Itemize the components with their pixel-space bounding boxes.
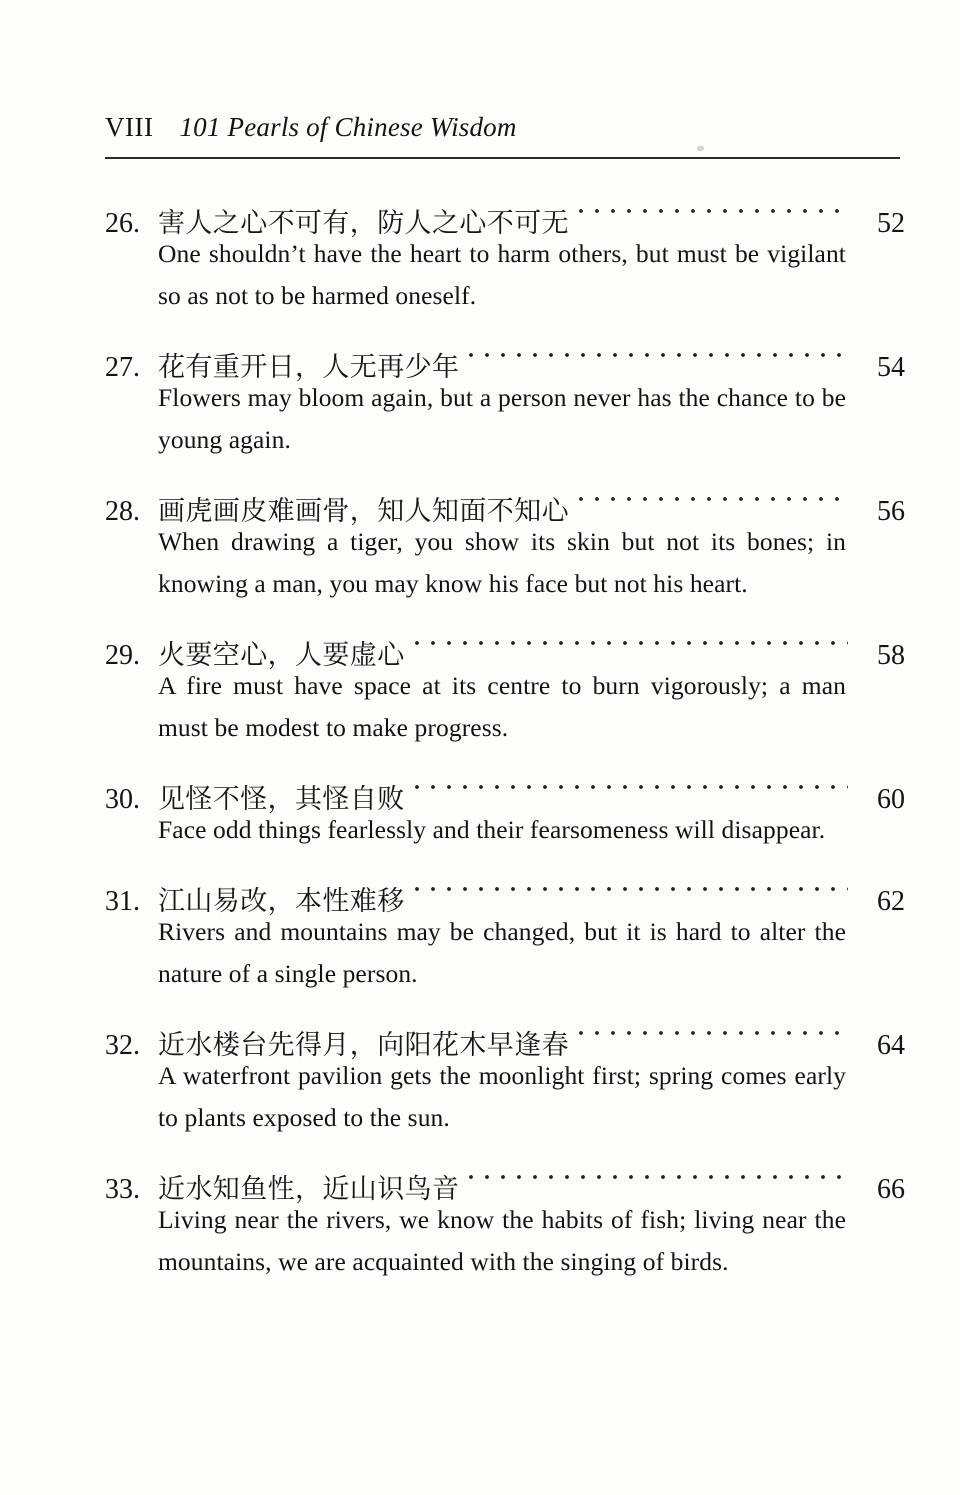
toc-entry: [105, 472, 905, 605]
leader-dots: [573, 1006, 848, 1054]
toc-entry-head: [105, 1006, 905, 1061]
entry-number: 26.: [105, 208, 140, 239]
page-folio: VIII: [105, 112, 154, 142]
toc-entry: [105, 616, 905, 749]
header-rule: [105, 157, 900, 159]
entry-page-number[interactable]: 56: [877, 496, 905, 527]
entry-english-translation: Flowers may bloom again, but a person never has the chance to be young again.: [158, 383, 846, 454]
entry-chinese-title: 近水楼台先得月，向阳花木早逢春: [158, 1030, 569, 1061]
entry-english-translation: Rivers and mountains may be changed, but it is hard to alter the nature of a single person.: [158, 917, 846, 988]
toc-entry-head: [105, 862, 905, 917]
entry-number: 27.: [105, 352, 140, 383]
leader-dots: [573, 184, 848, 232]
scan-artifact: [697, 146, 704, 151]
entry-english-translation: When drawing a tiger, you show its skin but not its bones; in knowing a man, you may know his face but not his heart.: [158, 527, 846, 598]
entry-number: 33.: [105, 1174, 140, 1205]
entry-page-number[interactable]: 58: [877, 640, 905, 671]
running-head: [105, 112, 900, 156]
leader-dots: [573, 472, 848, 520]
entry-page-number[interactable]: 64: [877, 1030, 905, 1061]
entry-english-translation: A fire must have space at its centre to burn vigorously; a man must be modest to make progress.: [158, 671, 846, 742]
entry-chinese-title: 近水知鱼性，近山识鸟音: [158, 1174, 460, 1205]
entry-number: 31.: [105, 886, 140, 917]
entry-chinese-title: 见怪不怪，其怪自败: [158, 784, 405, 815]
toc-entry-head: [105, 328, 905, 383]
entry-page-number[interactable]: 54: [877, 352, 905, 383]
toc-entry: [105, 760, 905, 851]
entry-chinese-title: 害人之心不可有，防人之心不可无: [158, 208, 569, 239]
toc-entry-head: [105, 760, 905, 815]
leader-dots: [463, 328, 848, 376]
leader-dots: [463, 1150, 848, 1198]
toc-entry-head: [105, 1150, 905, 1205]
entry-chinese-title: 画虎画皮难画骨，知人知面不知心: [158, 496, 569, 527]
entry-page-number[interactable]: 52: [877, 208, 905, 239]
entry-number: 30.: [105, 784, 140, 815]
toc-entry: [105, 862, 905, 995]
entry-chinese-title: 江山易改，本性难移: [158, 886, 405, 917]
entry-chinese-title: 花有重开日，人无再少年: [158, 352, 460, 383]
toc-entry: [105, 328, 905, 461]
entry-english-translation: Face odd things fearlessly and their fearsomeness will disappear.: [158, 815, 826, 844]
book-title: 101 Pearls of Chinese Wisdom: [179, 112, 517, 142]
entry-page-number[interactable]: 62: [877, 886, 905, 917]
leader-dots: [409, 616, 848, 664]
entry-number: 32.: [105, 1030, 140, 1061]
toc-entry: [105, 1150, 905, 1283]
table-of-contents: [105, 184, 905, 1294]
leader-dots: [409, 760, 848, 808]
entry-english-translation: A waterfront pavilion gets the moonlight first; spring comes early to plants exposed to the sun.: [158, 1061, 846, 1132]
toc-entry-head: [105, 184, 905, 239]
entry-number: 29.: [105, 640, 140, 671]
entry-number: 28.: [105, 496, 140, 527]
entry-english-translation: Living near the rivers, we know the habits of fish; living near the mountains, we are acquainted with the singing of birds.: [158, 1205, 846, 1276]
toc-entry-head: [105, 472, 905, 527]
entry-english-translation: One shouldn’t have the heart to harm others, but must be vigilant so as not to be harmed oneself.: [158, 239, 846, 310]
entry-page-number[interactable]: 66: [877, 1174, 905, 1205]
leader-dots: [409, 862, 848, 910]
toc-entry-head: [105, 616, 905, 671]
entry-page-number[interactable]: 60: [877, 784, 905, 815]
toc-entry: [105, 184, 905, 317]
entry-chinese-title: 火要空心，人要虚心: [158, 640, 405, 671]
toc-entry: [105, 1006, 905, 1139]
